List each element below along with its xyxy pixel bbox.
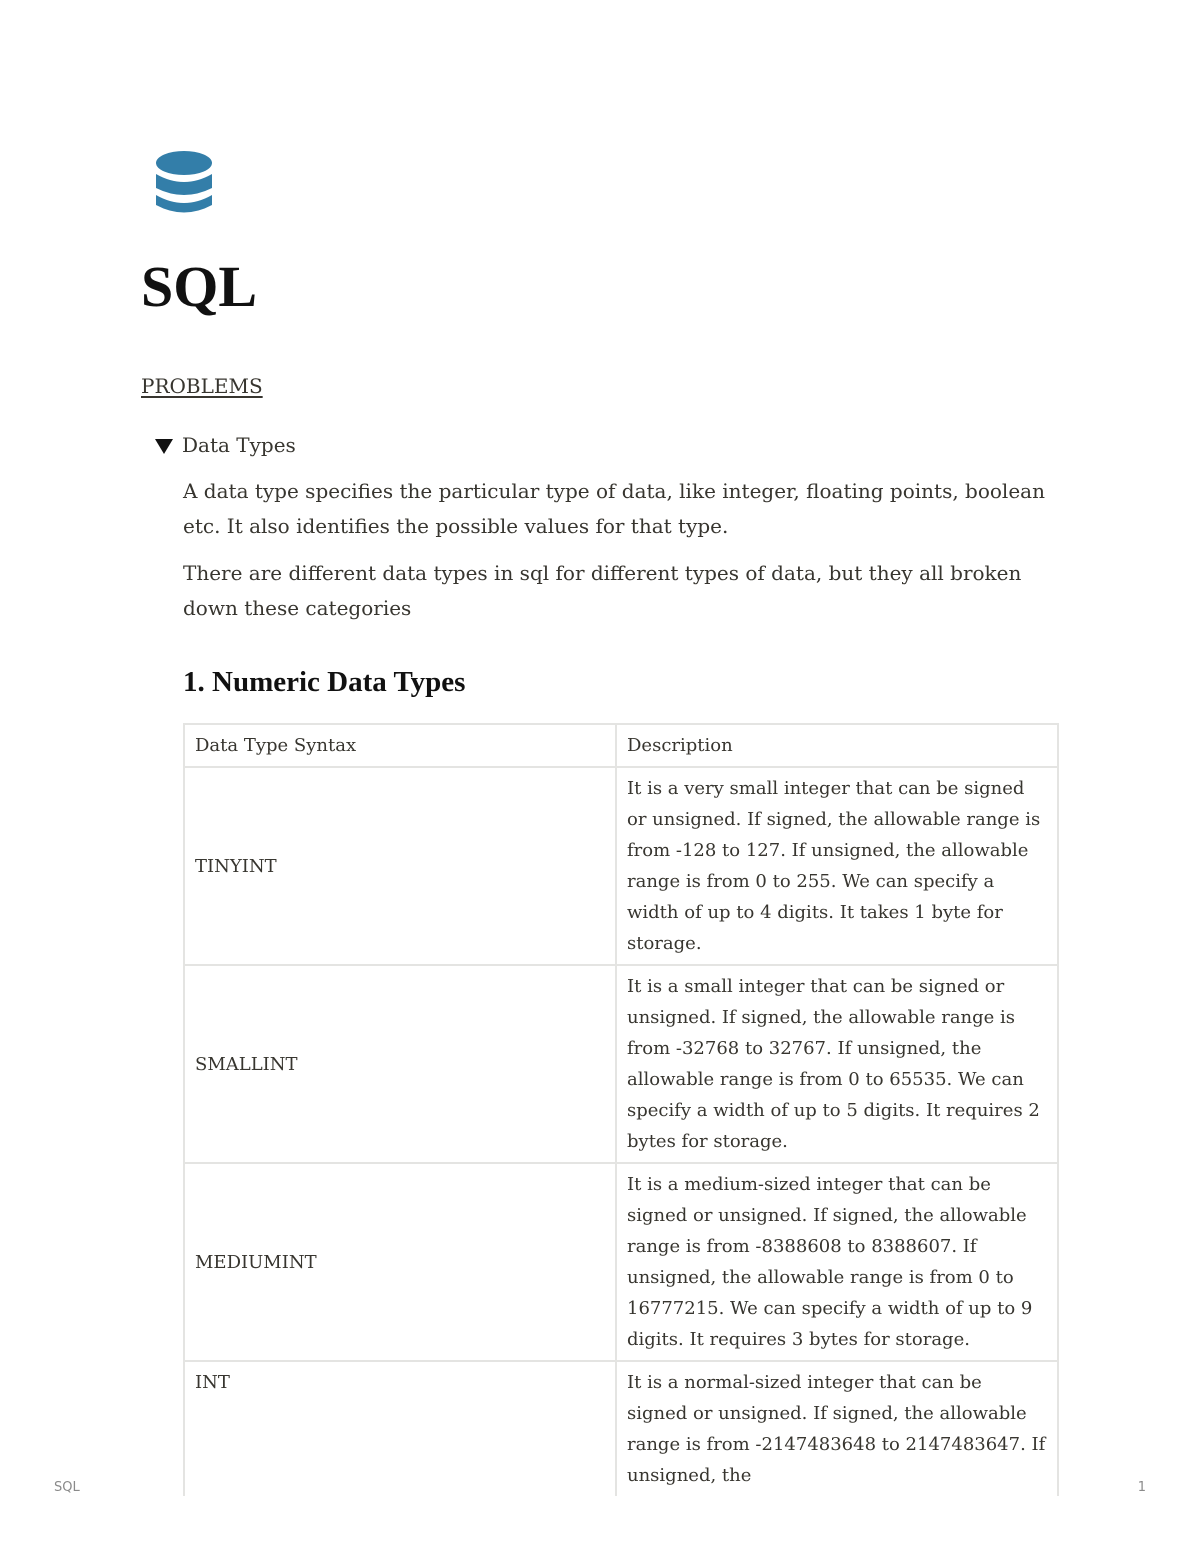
table-header-cell: Description <box>616 724 1058 767</box>
syntax-cell: MEDIUMINT <box>184 1163 616 1361</box>
categories-paragraph: There are different data types in sql for different types of data, but they all broken down these categories <box>183 561 1022 620</box>
database-icon <box>154 150 214 218</box>
section-heading: 1. Numeric Data Types <box>183 666 466 698</box>
table-header-cell: Data Type Syntax <box>184 724 616 767</box>
description-cell: It is a medium-sized integer that can be signed or unsigned. If signed, the allowable range is from -8388608 to 8388607. If unsigned, the allowable range is from 0 to 16777215. We can specify a width of up to 9 digits. It requires 3 bytes for storage. <box>616 1163 1058 1361</box>
syntax-cell: INT <box>184 1361 616 1496</box>
description-cell: It is a very small integer that can be signed or unsigned. If signed, the allowable range is from -128 to 127. If unsigned, the allowable range is from 0 to 255. We can specify a width of up to 4 digits. It takes 1 byte for storage. <box>616 767 1058 965</box>
page-title: SQL <box>141 254 258 319</box>
table-row <box>184 1361 1058 1496</box>
footer-title: SQL <box>54 1480 80 1495</box>
intro-paragraph: A data type specifies the particular type of data, like integer, floating points, boolean etc. It also identifies the possible values for that type. <box>183 479 1045 538</box>
description-cell: It is a normal-sized integer that can be signed or unsigned. If signed, the allowable range is from -2147483648 to 2147483647. If unsigned, the <box>616 1361 1058 1496</box>
data-types-toggle <box>155 430 1075 1486</box>
page-number: 1 <box>1137 1480 1146 1495</box>
numeric-types-table <box>183 723 1059 1496</box>
problems-link[interactable]: PROBLEMS <box>141 374 263 398</box>
syntax-cell: TINYINT <box>184 767 616 965</box>
syntax-cell: SMALLINT <box>184 965 616 1163</box>
table-row <box>184 1163 1058 1361</box>
table-header-row <box>184 724 1058 767</box>
triangle-down-icon[interactable] <box>155 439 173 454</box>
table-row <box>184 965 1058 1163</box>
toggle-label: Data Types <box>182 433 296 457</box>
toggle-header[interactable] <box>155 430 1075 460</box>
description-cell: It is a small integer that can be signed or unsigned. If signed, the allowable range is from -32768 to 32767. If unsigned, the allowable range is from 0 to 65535. We can specify a width of up to 5 digits. It requires 2 bytes for storage. <box>616 965 1058 1163</box>
table-row <box>184 767 1058 965</box>
toggle-body <box>183 474 1063 1496</box>
